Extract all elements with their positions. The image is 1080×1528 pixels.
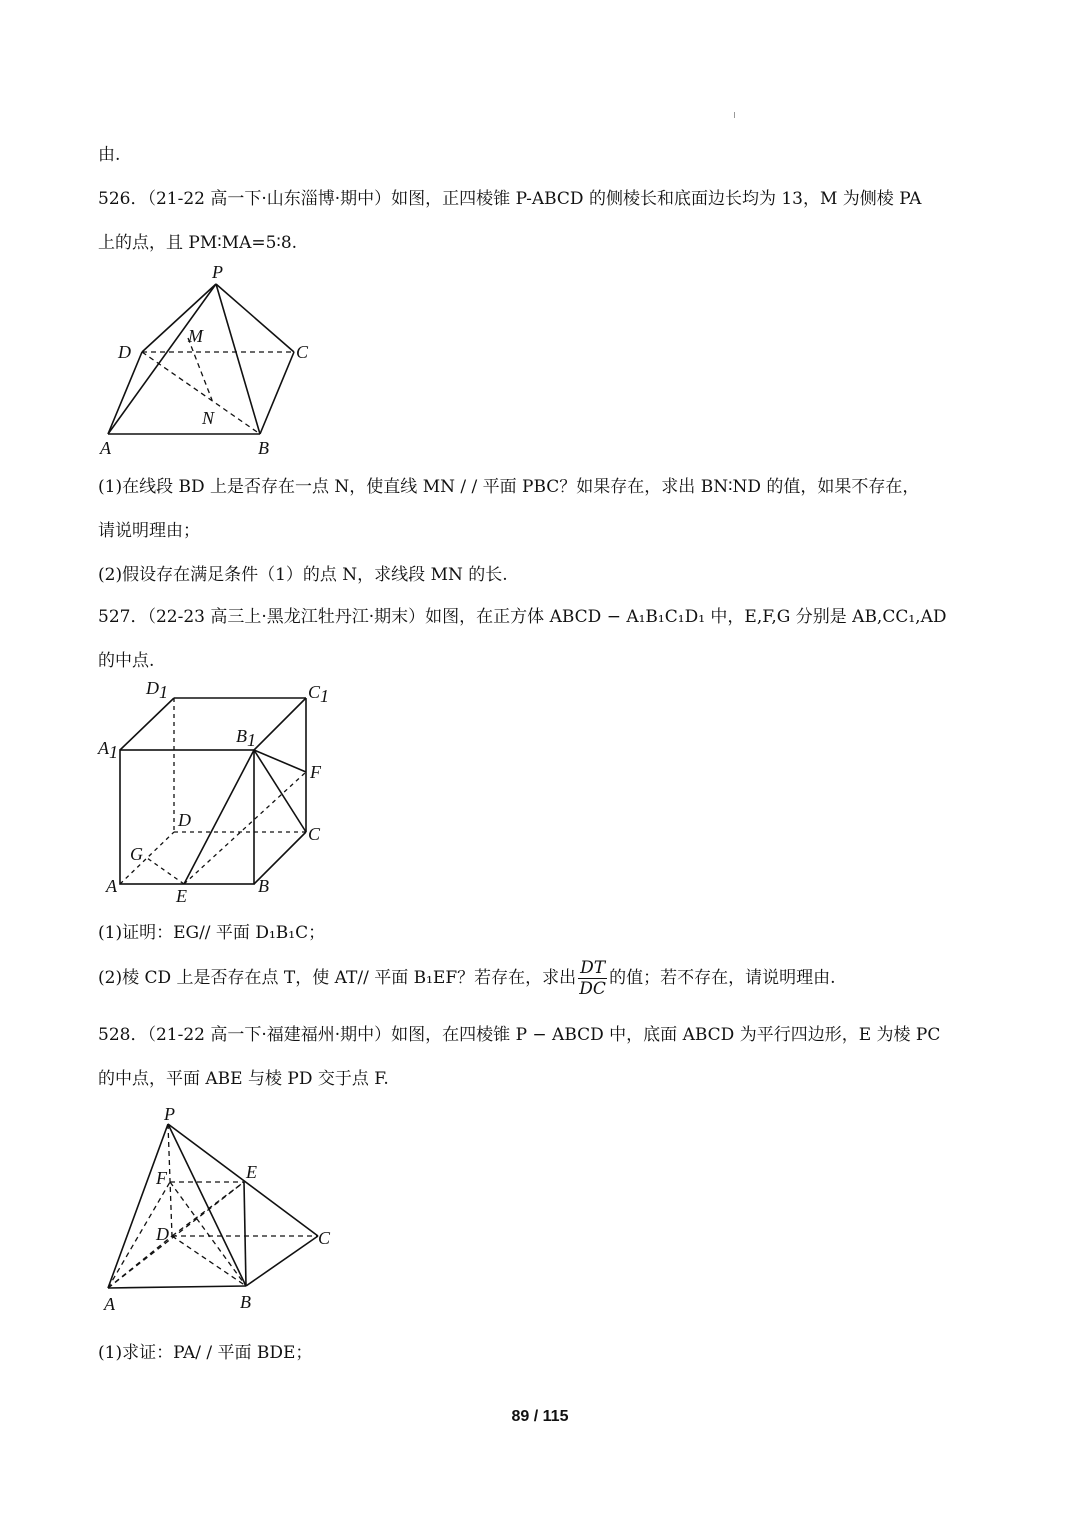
problem-526-stem: 526．（21-22 高一下·山东淄博·期中）如图，正四棱锥 P-ABCD 的侧棱长和底面边长均为 13，M 为侧棱 PA	[98, 189, 922, 209]
page-number: 89 / 115	[511, 1408, 569, 1425]
label-C: C	[296, 342, 309, 362]
question-526-2: (2)假设存在满足条件（1）的点 N，求线段 MN 的长.	[98, 565, 508, 585]
problem-528-stem-cont: 的中点，平面 ABE 与棱 PD 交于点 F.	[98, 1069, 389, 1089]
label-M: M	[188, 326, 203, 346]
label-E: E	[176, 886, 187, 906]
fraction-DT-DC: $\frac{DT}{DC}$	[579, 958, 606, 999]
label-D: D	[156, 1224, 169, 1244]
pyramid-figure-528	[96, 1102, 346, 1316]
text-line: 由.	[98, 145, 121, 165]
label-P: P	[212, 262, 223, 282]
question-527-1: (1)证明：EG// 平面 D₁B₁C；	[98, 923, 326, 943]
label-B1: B1	[236, 726, 256, 750]
label-A: A	[106, 876, 117, 896]
label-P: P	[164, 1104, 175, 1124]
label-A: A	[104, 1294, 115, 1314]
label-C: C	[318, 1228, 331, 1248]
problem-527-stem-cont: 的中点.	[98, 651, 155, 671]
question-526-1: (1)在线段 BD 上是否存在一点 N，使直线 MN / / 平面 PBC？如果存在，求出 BN∶ND 的值，如果不存在，	[98, 477, 920, 497]
label-B: B	[258, 876, 269, 896]
label-G: G	[130, 844, 143, 864]
question-528-1: (1)求证：PA/ / 平面 BDE；	[98, 1343, 313, 1363]
label-A1: A1	[98, 738, 118, 762]
question-527-2: (2)棱 CD 上是否存在点 T，使 AT// 平面 B₁EF？若存在，求出 $\frac{DT}{DC}$ 的值；若不存在，请说明理由.	[98, 958, 836, 999]
header-mark	[734, 112, 735, 118]
label-F: F	[310, 762, 321, 782]
label-D1: D1	[146, 678, 168, 702]
problem-526-stem-cont: 上的点，且 PM∶MA=5∶8.	[98, 233, 298, 253]
question-526-1-cont: 请说明理由；	[98, 521, 200, 541]
label-C: C	[308, 824, 321, 844]
label-F: F	[156, 1168, 167, 1188]
label-C1: C1	[308, 682, 330, 706]
label-A: A	[100, 438, 111, 458]
label-N: N	[202, 408, 215, 428]
label-B: B	[240, 1292, 251, 1312]
label-D: D	[178, 810, 191, 830]
label-D: D	[118, 342, 131, 362]
cube-figure-527	[96, 676, 346, 908]
pyramid-figure-526	[98, 262, 328, 462]
label-B: B	[258, 438, 269, 458]
problem-528-stem: 528．（21-22 高一下·福建福州·期中）如图，在四棱锥 P − ABCD 中，底面 ABCD 为平行四边形，E 为棱 PC	[98, 1025, 941, 1045]
label-E: E	[246, 1162, 257, 1182]
problem-527-stem: 527．（22-23 高三上·黑龙江牡丹江·期末）如图，在正方体 ABCD − A₁B₁C₁D₁ 中，E,F,G 分别是 AB,CC₁,AD	[98, 607, 947, 627]
